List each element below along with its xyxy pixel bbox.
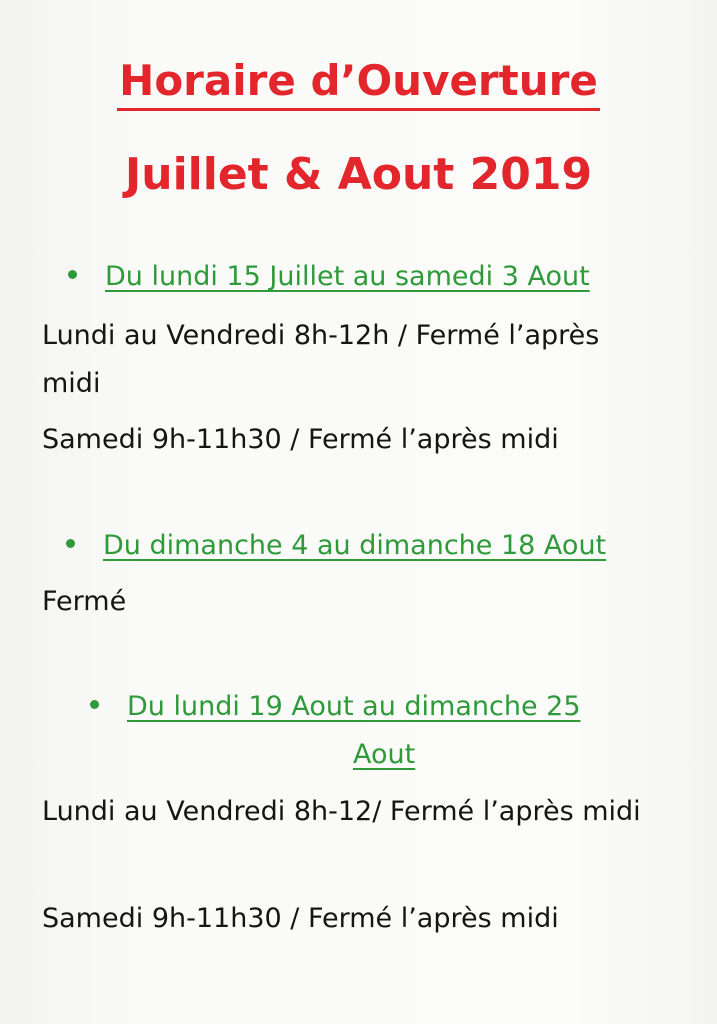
section-2-heading-text: Du dimanche 4 au dimanche 18 Aout xyxy=(103,530,607,561)
bullet-icon xyxy=(90,700,99,709)
section-3-line-1: Lundi au Vendredi 8h-12/ Fermé l’après midi xyxy=(42,796,641,827)
section-3-heading xyxy=(90,690,581,724)
section-1-line-1: Lundi au Vendredi 8h-12h / Fermé l’après midi xyxy=(42,320,600,399)
bullet-icon xyxy=(68,270,77,279)
section-3-heading-text-2: Aout xyxy=(353,739,416,770)
section-1-heading xyxy=(68,260,590,294)
page-title xyxy=(0,56,717,111)
section-1-line-2: Samedi 9h-11h30 / Fermé l’après midi xyxy=(42,424,559,455)
page-subtitle: Juillet & Aout 2019 xyxy=(124,149,593,200)
section-3-line-2: Samedi 9h-11h30 / Fermé l’après midi xyxy=(42,903,559,934)
title-line-1: Horaire d’Ouverture xyxy=(117,56,600,111)
section-1-heading-text: Du lundi 15 Juillet au samedi 3 Aout xyxy=(105,261,590,292)
section-3-heading-text: Du lundi 19 Aout au dimanche 25 xyxy=(127,691,581,722)
bullet-icon xyxy=(66,539,75,548)
section-3-heading-continued xyxy=(353,738,415,772)
section-2-line-1: Fermé xyxy=(42,586,127,617)
section-2-heading xyxy=(66,529,606,563)
